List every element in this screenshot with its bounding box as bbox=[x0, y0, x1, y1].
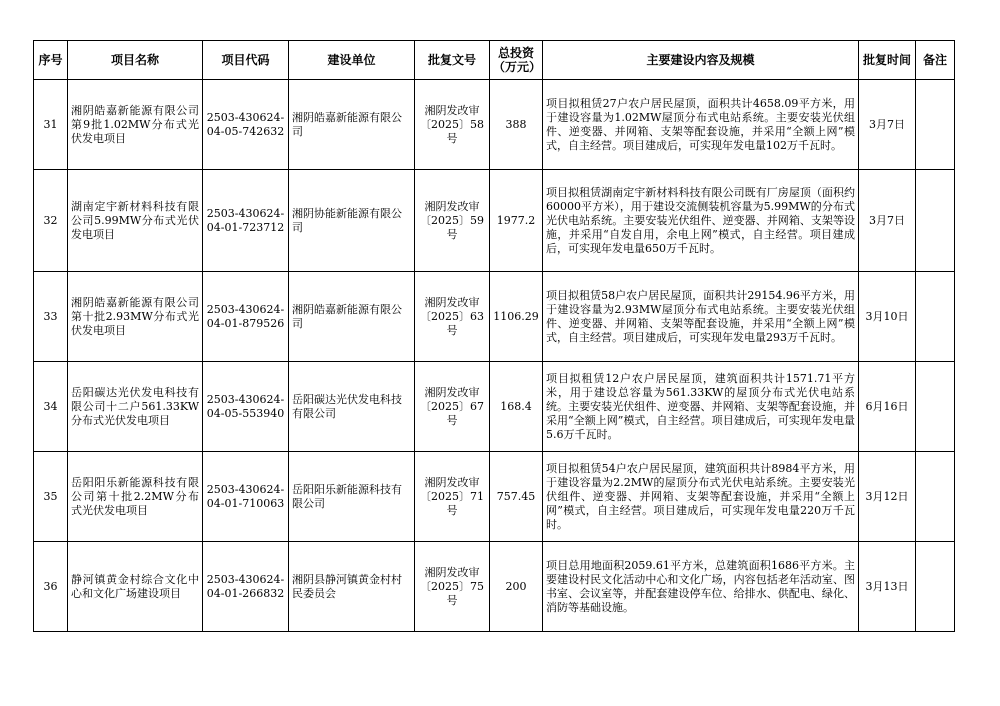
header-total-investment bbox=[490, 41, 543, 80]
cell-approval-date: 3月10日 bbox=[859, 272, 916, 362]
cell-main-content: 项目拟租赁27户农户居民屋顶，面积共计4658.09平方米，用于建设容量为1.02MW屋顶分布式电站系统。主要安装光伏组件、逆变器、并网箱、支架等配套设施，并采用“全额上网”模式，自主经营。项目建成后，可实现年发电量102万千瓦时。 bbox=[543, 80, 859, 170]
header-project-name: 项目名称 bbox=[68, 41, 203, 80]
cell-project-name: 湘阴皓嘉新能源有限公司第9批1.02MW分布式光伏发电项目 bbox=[68, 80, 203, 170]
cell-construction-unit: 湘阴县静河镇黄金村村民委员会 bbox=[289, 542, 415, 632]
cell-project-code: 2503-430624-04-05-553940 bbox=[203, 362, 289, 452]
cell-project-code: 2503-430624-04-01-266832 bbox=[203, 542, 289, 632]
cell-total-investment: 168.4 bbox=[490, 362, 543, 452]
cell-approval-doc: 湘阴发改审〔2025〕75号 bbox=[415, 542, 490, 632]
cell-approval-date: 6月16日 bbox=[859, 362, 916, 452]
cell-project-name: 静河镇黄金村综合文化中心和文化广场建设项目 bbox=[68, 542, 203, 632]
header-construction-unit: 建设单位 bbox=[289, 41, 415, 80]
cell-seq: 32 bbox=[34, 170, 68, 272]
header-main-content: 主要建设内容及规模 bbox=[543, 41, 859, 80]
cell-main-content: 项目拟租赁58户农户居民屋顶，面积共计29154.96平方米，用于建设容量为2.93MW屋顶分布式电站系统。主要安装光伏组件、逆变器、并网箱、支架等配套设施，并采用“全额上网”模式，自主经营。项目建成后，可实现年发电量293万千瓦时。 bbox=[543, 272, 859, 362]
cell-remark bbox=[916, 542, 955, 632]
cell-seq: 36 bbox=[34, 542, 68, 632]
cell-construction-unit: 岳阳碳达光伏发电科技有限公司 bbox=[289, 362, 415, 452]
cell-total-investment: 1106.29 bbox=[490, 272, 543, 362]
cell-remark bbox=[916, 362, 955, 452]
table-row bbox=[34, 272, 955, 362]
cell-approval-date: 3月7日 bbox=[859, 80, 916, 170]
cell-seq: 35 bbox=[34, 452, 68, 542]
cell-total-investment: 200 bbox=[490, 542, 543, 632]
cell-approval-doc: 湘阴发改审〔2025〕71号 bbox=[415, 452, 490, 542]
cell-approval-date: 3月13日 bbox=[859, 542, 916, 632]
header-invest-line1: 总投资 bbox=[497, 46, 534, 60]
header-row bbox=[34, 41, 955, 80]
header-seq: 序号 bbox=[34, 41, 68, 80]
table-row bbox=[34, 80, 955, 170]
cell-main-content: 项目拟租赁12户农户居民屋顶，建筑面积共计1571.71平方米，用于建设总容量为561.33KW的屋顶分布式光伏电站系统。主要安装光伏组件、逆变器、并网箱、支架等配套设施，并采用“全额上网”模式，自主经营。项目建成后，可实现年发电量5.6万千瓦时。 bbox=[543, 362, 859, 452]
table-row bbox=[34, 542, 955, 632]
cell-approval-date: 3月7日 bbox=[859, 170, 916, 272]
header-invest-line2: （万元） bbox=[493, 60, 542, 74]
cell-project-code: 2503-430624-04-01-710063 bbox=[203, 452, 289, 542]
table-row bbox=[34, 362, 955, 452]
cell-project-name: 湘阴皓嘉新能源有限公司第十批2.93MW分布式光伏发电项目 bbox=[68, 272, 203, 362]
cell-main-content: 项目拟租赁湖南定宇新材料科技有限公司既有厂房屋顶（面积约60000平方米），用于建设交流侧装机容量为5.99MW的分布式光伏电站系统。主要安装光伏组件、逆变器、并网箱、支架等设施，并采用“自发自用，余电上网”模式，自主经营。项目建成后，可实现年发电量650万千瓦时。 bbox=[543, 170, 859, 272]
cell-approval-doc: 湘阴发改审〔2025〕67号 bbox=[415, 362, 490, 452]
cell-construction-unit: 湘阴协能新能源有限公司 bbox=[289, 170, 415, 272]
cell-total-investment: 388 bbox=[490, 80, 543, 170]
header-approval-date: 批复时间 bbox=[859, 41, 916, 80]
cell-remark bbox=[916, 170, 955, 272]
cell-approval-doc: 湘阴发改审〔2025〕58号 bbox=[415, 80, 490, 170]
cell-seq: 31 bbox=[34, 80, 68, 170]
cell-approval-date: 3月12日 bbox=[859, 452, 916, 542]
cell-project-code: 2503-430624-04-01-723712 bbox=[203, 170, 289, 272]
cell-project-code: 2503-430624-04-01-879526 bbox=[203, 272, 289, 362]
cell-project-name: 岳阳阳乐新能源科技有限公司第十批2.2MW分布式光伏发电项目 bbox=[68, 452, 203, 542]
header-approval-doc: 批复文号 bbox=[415, 41, 490, 80]
header-project-code: 项目代码 bbox=[203, 41, 289, 80]
cell-seq: 34 bbox=[34, 362, 68, 452]
cell-seq: 33 bbox=[34, 272, 68, 362]
cell-project-name: 湖南定宇新材料科技有限公司5.99MW分布式光伏发电项目 bbox=[68, 170, 203, 272]
cell-construction-unit: 岳阳阳乐新能源科技有限公司 bbox=[289, 452, 415, 542]
cell-remark bbox=[916, 272, 955, 362]
cell-construction-unit: 湘阴皓嘉新能源有限公司 bbox=[289, 80, 415, 170]
cell-main-content: 项目总用地面积2059.61平方米，总建筑面积1686平方米。主要建设村民文化活动中心和文化广场，内容包括老年活动室、图书室、会议室等，并配套建设停车位、给排水、供配电、绿化、消防等基础设施。 bbox=[543, 542, 859, 632]
cell-project-code: 2503-430624-04-05-742632 bbox=[203, 80, 289, 170]
header-remark: 备注 bbox=[916, 41, 955, 80]
approval-table bbox=[33, 40, 955, 632]
cell-approval-doc: 湘阴发改审〔2025〕63号 bbox=[415, 272, 490, 362]
cell-approval-doc: 湘阴发改审〔2025〕59号 bbox=[415, 170, 490, 272]
table-row bbox=[34, 452, 955, 542]
cell-construction-unit: 湘阴皓嘉新能源有限公司 bbox=[289, 272, 415, 362]
cell-project-name: 岳阳碳达光伏发电科技有限公司十二户561.33KW分布式光伏发电项目 bbox=[68, 362, 203, 452]
table-row bbox=[34, 170, 955, 272]
cell-remark bbox=[916, 80, 955, 170]
cell-main-content: 项目拟租赁54户农户居民屋顶，建筑面积共计8984平方米，用于建设容量为2.2MW的屋顶分布式光伏电站系统。主要安装光伏组件、逆变器、并网箱、支架等配套设施，并采用“全额上网”模式，自主经营。项目建成后，可实现年发电量220万千瓦时。 bbox=[543, 452, 859, 542]
cell-remark bbox=[916, 452, 955, 542]
cell-total-investment: 757.45 bbox=[490, 452, 543, 542]
cell-total-investment: 1977.2 bbox=[490, 170, 543, 272]
